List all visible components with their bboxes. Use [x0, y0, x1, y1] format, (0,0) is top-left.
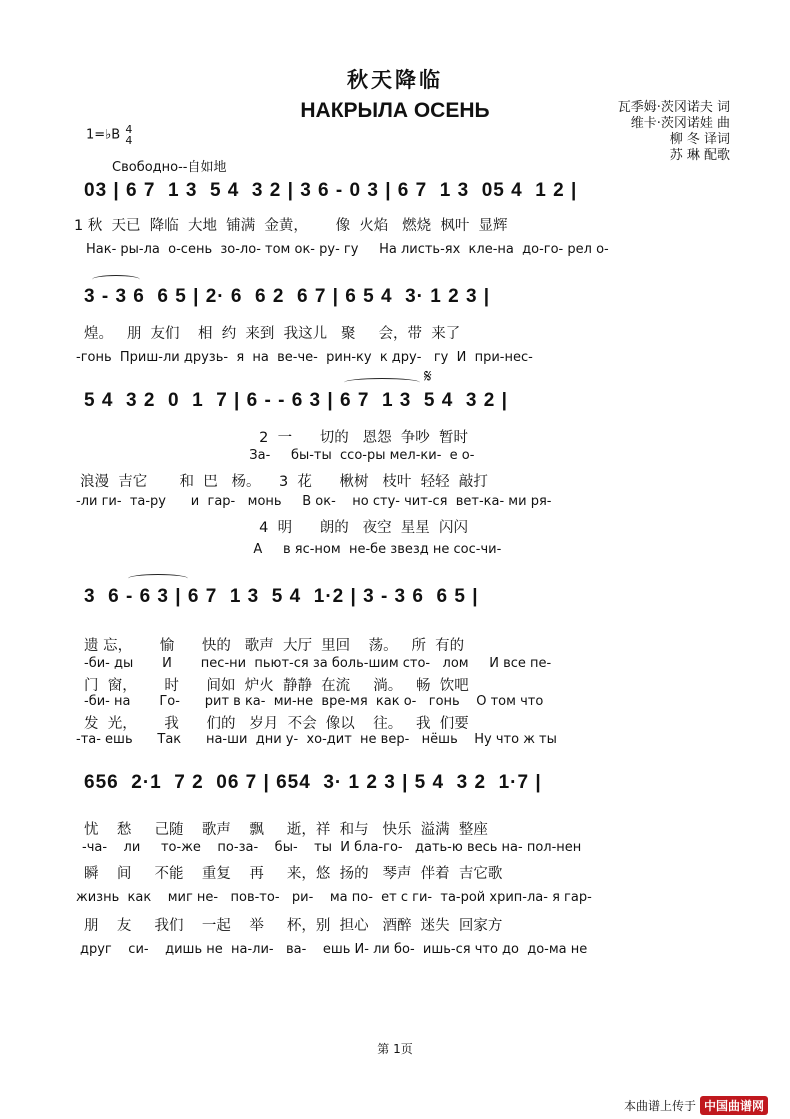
slur-mark	[92, 275, 140, 284]
credit-lyric-adapter: 苏 琳 配歌	[669, 148, 730, 163]
notation-line-4: 3 6 - 6 3 | 6 7 1 3 5 4 1·2 | 3 - 3 6 6 5 |	[84, 586, 479, 607]
lyric-line-3c-ru: А в яс-ном не-бе звезд не сос-чи-	[84, 542, 502, 557]
lyric-line-1-cn: 1 秋 天已 降临 大地 铺满 金黄， 像 火焰 燃烧 枫叶 显辉	[74, 218, 508, 234]
time-numerator: 4	[125, 123, 133, 136]
site-logo: 中国曲谱网	[700, 1096, 768, 1115]
lyric-line-4a-cn: 遗 忘， 愉 快的 歌声 大厅 里回 荡。 所 有的	[84, 638, 465, 654]
lyric-line-5a-cn: 忧 愁 己随 歌声 飘 逝，祥 和与 快乐 溢满 整座	[84, 822, 488, 838]
credit-translator: 柳 冬 译词	[669, 132, 730, 147]
lyric-line-2-ru: -гонь Приш-ли друзь- я на ве-че- рин-ку к дру- гу И при-нес-	[76, 350, 533, 365]
time-signature	[125, 124, 132, 146]
lyric-line-5c-cn: 朋 友 我们 一起 举 杯，别 担心 酒醉 迷失 回家方	[84, 918, 503, 934]
lyric-line-5b-ru: жизнь как миг не- пов-то- ри- ма по- ет с ги- та-рой хрип-ла- я гар-	[76, 890, 592, 905]
notation-line-2: 3 - 3 6 6 5 | 2· 6 6 2 6 7 | 6 5 4 3· 1 2 3 |	[84, 286, 491, 307]
lyric-line-4b-ru: -би- на Го- рит в ка- ми-не вре-мя как о- гонь О том что	[84, 694, 544, 709]
notation-line-3: 5 4 3 2 0 1 7 | 6 - - 6 3 | 6 7 1 3 5 4 3 2 |	[84, 390, 508, 411]
credit-composer: 维卡·茨冈诺娃 曲	[630, 116, 730, 131]
time-denominator: 4	[125, 134, 133, 147]
credit-lyricist: 瓦季姆·茨冈诺夫 词	[617, 100, 730, 115]
lyric-line-4c-ru: -та- ешь Так на-ши дни у- хо-дит не вер- нёшь Ну что ж ты	[76, 732, 557, 747]
lyric-line-5a-ru: -ча- ли то-же по-за- бы- ты И бла-го- дать-ю весь на- пол-нен	[82, 840, 582, 855]
key-label: 1=♭B	[86, 127, 121, 143]
segno-sign: 𝄋	[424, 366, 432, 387]
lyric-line-4a-ru: -би- ды И пес-ни пьют-ся за боль-шим сто- лом И все пе-	[84, 656, 552, 671]
lyric-line-3a-ru: За- бы-ты ссо-ры мел-ки- е о-	[84, 448, 475, 463]
lyric-line-3c-cn: 4 明 朗的 夜空 星星 闪闪	[84, 520, 469, 536]
lyric-line-4b-cn: 门 窗， 时 间如 炉火 静静 在流 淌。 畅 饮吧	[84, 678, 469, 694]
lyric-line-5b-cn: 瞬 间 不能 重复 再 来，悠 扬的 琴声 伴着 吉它歌	[84, 866, 503, 882]
lyric-line-3b-cn: 浪漫 吉它 和 巴 杨。 3 花 楸树 枝叶 轻轻 敲打	[80, 474, 488, 490]
watermark	[624, 1096, 768, 1115]
notation-line-1: 03 | 6 7 1 3 5 4 3 2 | 3 6 - 0 3 | 6 7 1 3 05 4 1 2 |	[84, 180, 578, 201]
title-chinese: 秋天降临	[347, 67, 443, 92]
page-number: 第 1页	[377, 1042, 413, 1056]
lyric-line-3a-cn: 2 一 切的 恩怨 争吵 暂时	[84, 430, 469, 446]
key-signature	[86, 124, 132, 146]
title-russian: НАКРЫЛА ОСЕНЬ	[300, 99, 490, 122]
lyric-line-3b-ru: -ли ги- та-ру и гар- монь В ок- но сту- чит-ся вет-ка- ми ря-	[76, 494, 552, 509]
slur-mark	[344, 378, 420, 387]
watermark-text: 本曲谱上传于	[623, 1099, 696, 1113]
notation-line-5: 656 2·1 7 2 06 7 | 654 3· 1 2 3 | 5 4 3 2 1·7 |	[84, 772, 542, 793]
lyric-line-4c-cn: 发 光， 我 们的 岁月 不会 像以 往。 我 们要	[84, 716, 469, 732]
slur-mark	[128, 574, 188, 583]
tempo-marking: Свободно--自如地	[112, 160, 227, 175]
lyric-line-2-cn: 煌。 朋 友们 相 约 来到 我这儿 聚 会，带 来了	[84, 326, 461, 342]
lyric-line-5c-ru: друг си- дишь не на-ли- ва- ешь И- ли бо- ишь-ся что до до-ма не	[80, 942, 588, 957]
lyric-line-1-ru: Нак- ры-ла о-сень зо-ло- том ок- ру- гу На листь-ях кле-на до-го- рел о-	[86, 242, 609, 257]
